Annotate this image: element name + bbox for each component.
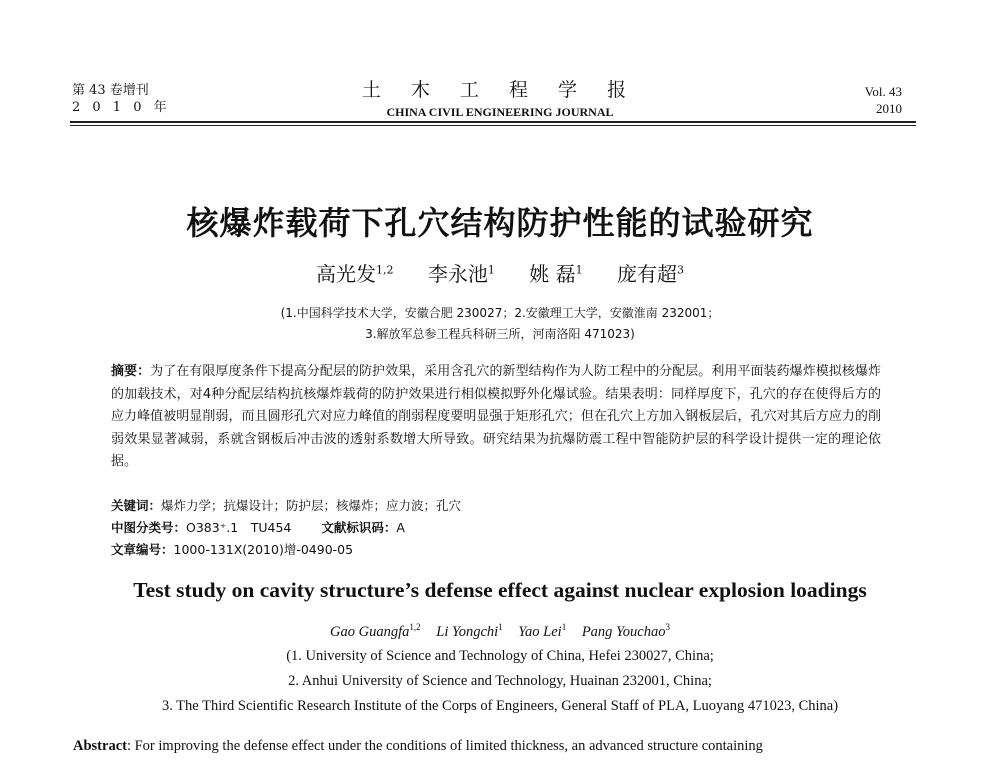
author-name: Gao Guangfa [330,623,410,640]
classification-code: O383⁺.1 TU454 [186,520,292,535]
author-cn [529,262,582,286]
abstract-en [73,738,928,755]
header-rule-top [70,121,916,123]
journal-name-cn: 土 木 工 程 学 报 [361,79,639,101]
affiliation-cn-line: (1.中国科学技术大学，安徽合肥 230027；2.安徽理工大学，安徽淮南 232001； [280,306,720,320]
paper-title-cn: 核爆炸载荷下孔穴结构防护性能的试验研究 [186,204,814,242]
author-affiliation-mark: 1 [487,263,495,277]
author-cn [316,262,394,286]
year-cn: 2 0 1 0 年 [72,100,171,115]
header-right [865,83,902,117]
volume-cn: 第 43 卷增刊 [72,83,149,98]
abstract-cn-text: 为了在有限厚度条件下提高分配层的防护效果，采用含孔穴的新型结构作为人防工程中的分配层。利用平面装药爆炸模拟核爆炸的加载技术，对4种分配层结构抗核爆炸载荷的防护效果进行相似模拟野外化爆试验。结果表明：同样厚度下，孔穴的存在使得后方的应力峰值被明显削弱，而且圆形孔穴对应力峰值的削弱程度要明显强于矩形孔穴；但在孔穴上方加入钢板层后，孔穴对其后方应力的削弱效果显著减弱，系就含钢板后冲击波的透射系数增大所导致。研究结果为抗爆防震工程中智能防护层的科学设计提供一定的理论依据。 [111,364,881,469]
classification-line [111,518,405,536]
affiliation-en-line: 3. The Third Scientific Research Institute of the Corps of Engineers, General Staff of PLA, Luoyang 471023, China) [161,698,839,714]
keywords-text: 爆炸力学；抗爆设计；防护层；核爆炸；应力波；孔穴 [161,498,462,513]
header-rule-bottom [70,125,916,126]
journal-name-en: CHINA CIVIL ENGINEERING JOURNAL [386,105,614,119]
year-en: 2010 [876,101,902,116]
header-center [0,78,1000,121]
author-name: Yao Lei [518,623,562,640]
authors-cn [0,258,1000,287]
author-name: Pang Youchao [581,623,666,640]
affiliation-en-line: (1. University of Science and Technology of China, Hefei 230027, China; [286,648,714,664]
author-affiliation-mark: 1 [498,622,503,632]
document-code-label: 文献标识码： [321,520,397,535]
author-name: 李永池 [427,262,488,286]
affiliation-en-line: 2. Anhui University of Science and Technology, Huainan 232001, China; [288,673,712,689]
author-name: Li Yongchi [436,623,499,640]
article-number-line [111,540,353,558]
author-affiliation-mark: 3 [665,622,670,632]
author-name: 庞有超 [616,262,677,286]
classification-label: 中图分类号： [111,520,187,535]
abstract-cn [111,361,881,474]
author-affiliation-mark: 1 [575,263,583,277]
volume-en: Vol. 43 [864,84,902,99]
abstract-en-label: Abstract [73,738,127,754]
author-affiliation-mark: 1 [561,622,567,632]
paper-title-en: Test study on cavity structure’s defense effect against nuclear explosion loadings [133,578,867,602]
author-affiliation-mark: 1,2 [409,622,421,632]
article-number-label: 文章编号： [111,542,174,557]
author-cn [617,262,684,286]
article-number: 1000-131X(2010)增-0490-05 [173,542,354,557]
affiliation-cn-line: 3.解放军总参工程兵科研三所，河南洛阳 471023) [365,327,635,341]
author-en [330,624,421,640]
authors-en [0,622,1000,641]
abstract-en-text: : For improving the defense effect under the conditions of limited thickness, an advanced structure containing [126,738,763,754]
keywords-cn [111,496,461,514]
author-name: 姚 磊 [529,262,576,286]
author-name: 高光发 [316,262,377,286]
document-code: A [396,520,405,535]
author-affiliation-mark: 1,2 [376,263,394,277]
author-en [518,624,566,640]
author-en [436,624,502,640]
abstract-cn-label: 摘要： [111,364,151,379]
author-en [582,624,670,640]
author-cn [428,262,495,286]
keywords-label: 关键词： [111,498,162,513]
author-affiliation-mark: 3 [676,263,684,277]
